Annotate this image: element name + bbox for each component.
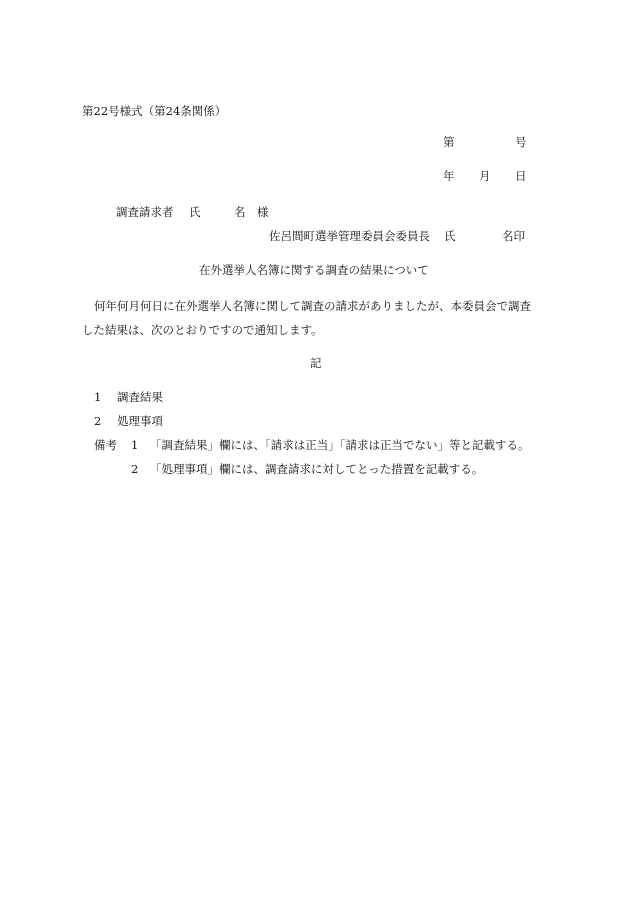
form-number: 第22号様式（第24条関係）: [82, 104, 227, 118]
body-line-1: 何年何月何日に在外選挙人名簿に関して調査の請求がありましたが、本委員会で調査: [94, 299, 531, 313]
note-1-text: 「調査結果」欄には、「請求は正当」「請求は正当でない」等と記載する。: [150, 438, 530, 452]
item-1-label: 調査結果: [117, 390, 163, 404]
note-1-number: 1: [131, 438, 139, 452]
item-2-number: 2: [94, 414, 102, 428]
sender-name-first: 氏: [444, 229, 456, 243]
note-2-text: 「処理事項」欄には、調査請求に対してとった措置を記載する。: [150, 462, 484, 476]
ki-heading: 記: [310, 356, 322, 370]
recipient-honorific: 様: [257, 205, 269, 219]
body-line-2: した結果は、次のとおりですので通知します。: [82, 323, 323, 337]
item-1-number: 1: [94, 390, 102, 404]
note-2-number: 2: [131, 462, 139, 476]
item-2-label: 処理事項: [117, 414, 163, 428]
date-day: 日: [515, 169, 527, 183]
document-number-suffix: 号: [515, 135, 527, 149]
date-month: 月: [479, 169, 491, 183]
date-year: 年: [443, 169, 455, 183]
document-number-prefix: 第: [443, 135, 455, 149]
sender-name-second: 名印: [502, 229, 525, 243]
recipient-name-second: 名: [234, 205, 246, 219]
recipient-name-first: 氏: [189, 205, 201, 219]
notes-label: 備考: [94, 438, 117, 452]
recipient-label: 調査請求者: [116, 205, 174, 219]
subject-title: 在外選挙人名簿に関する調査の結果について: [199, 263, 429, 277]
sender-title: 佐呂間町選挙管理委員会委員長: [269, 229, 430, 243]
